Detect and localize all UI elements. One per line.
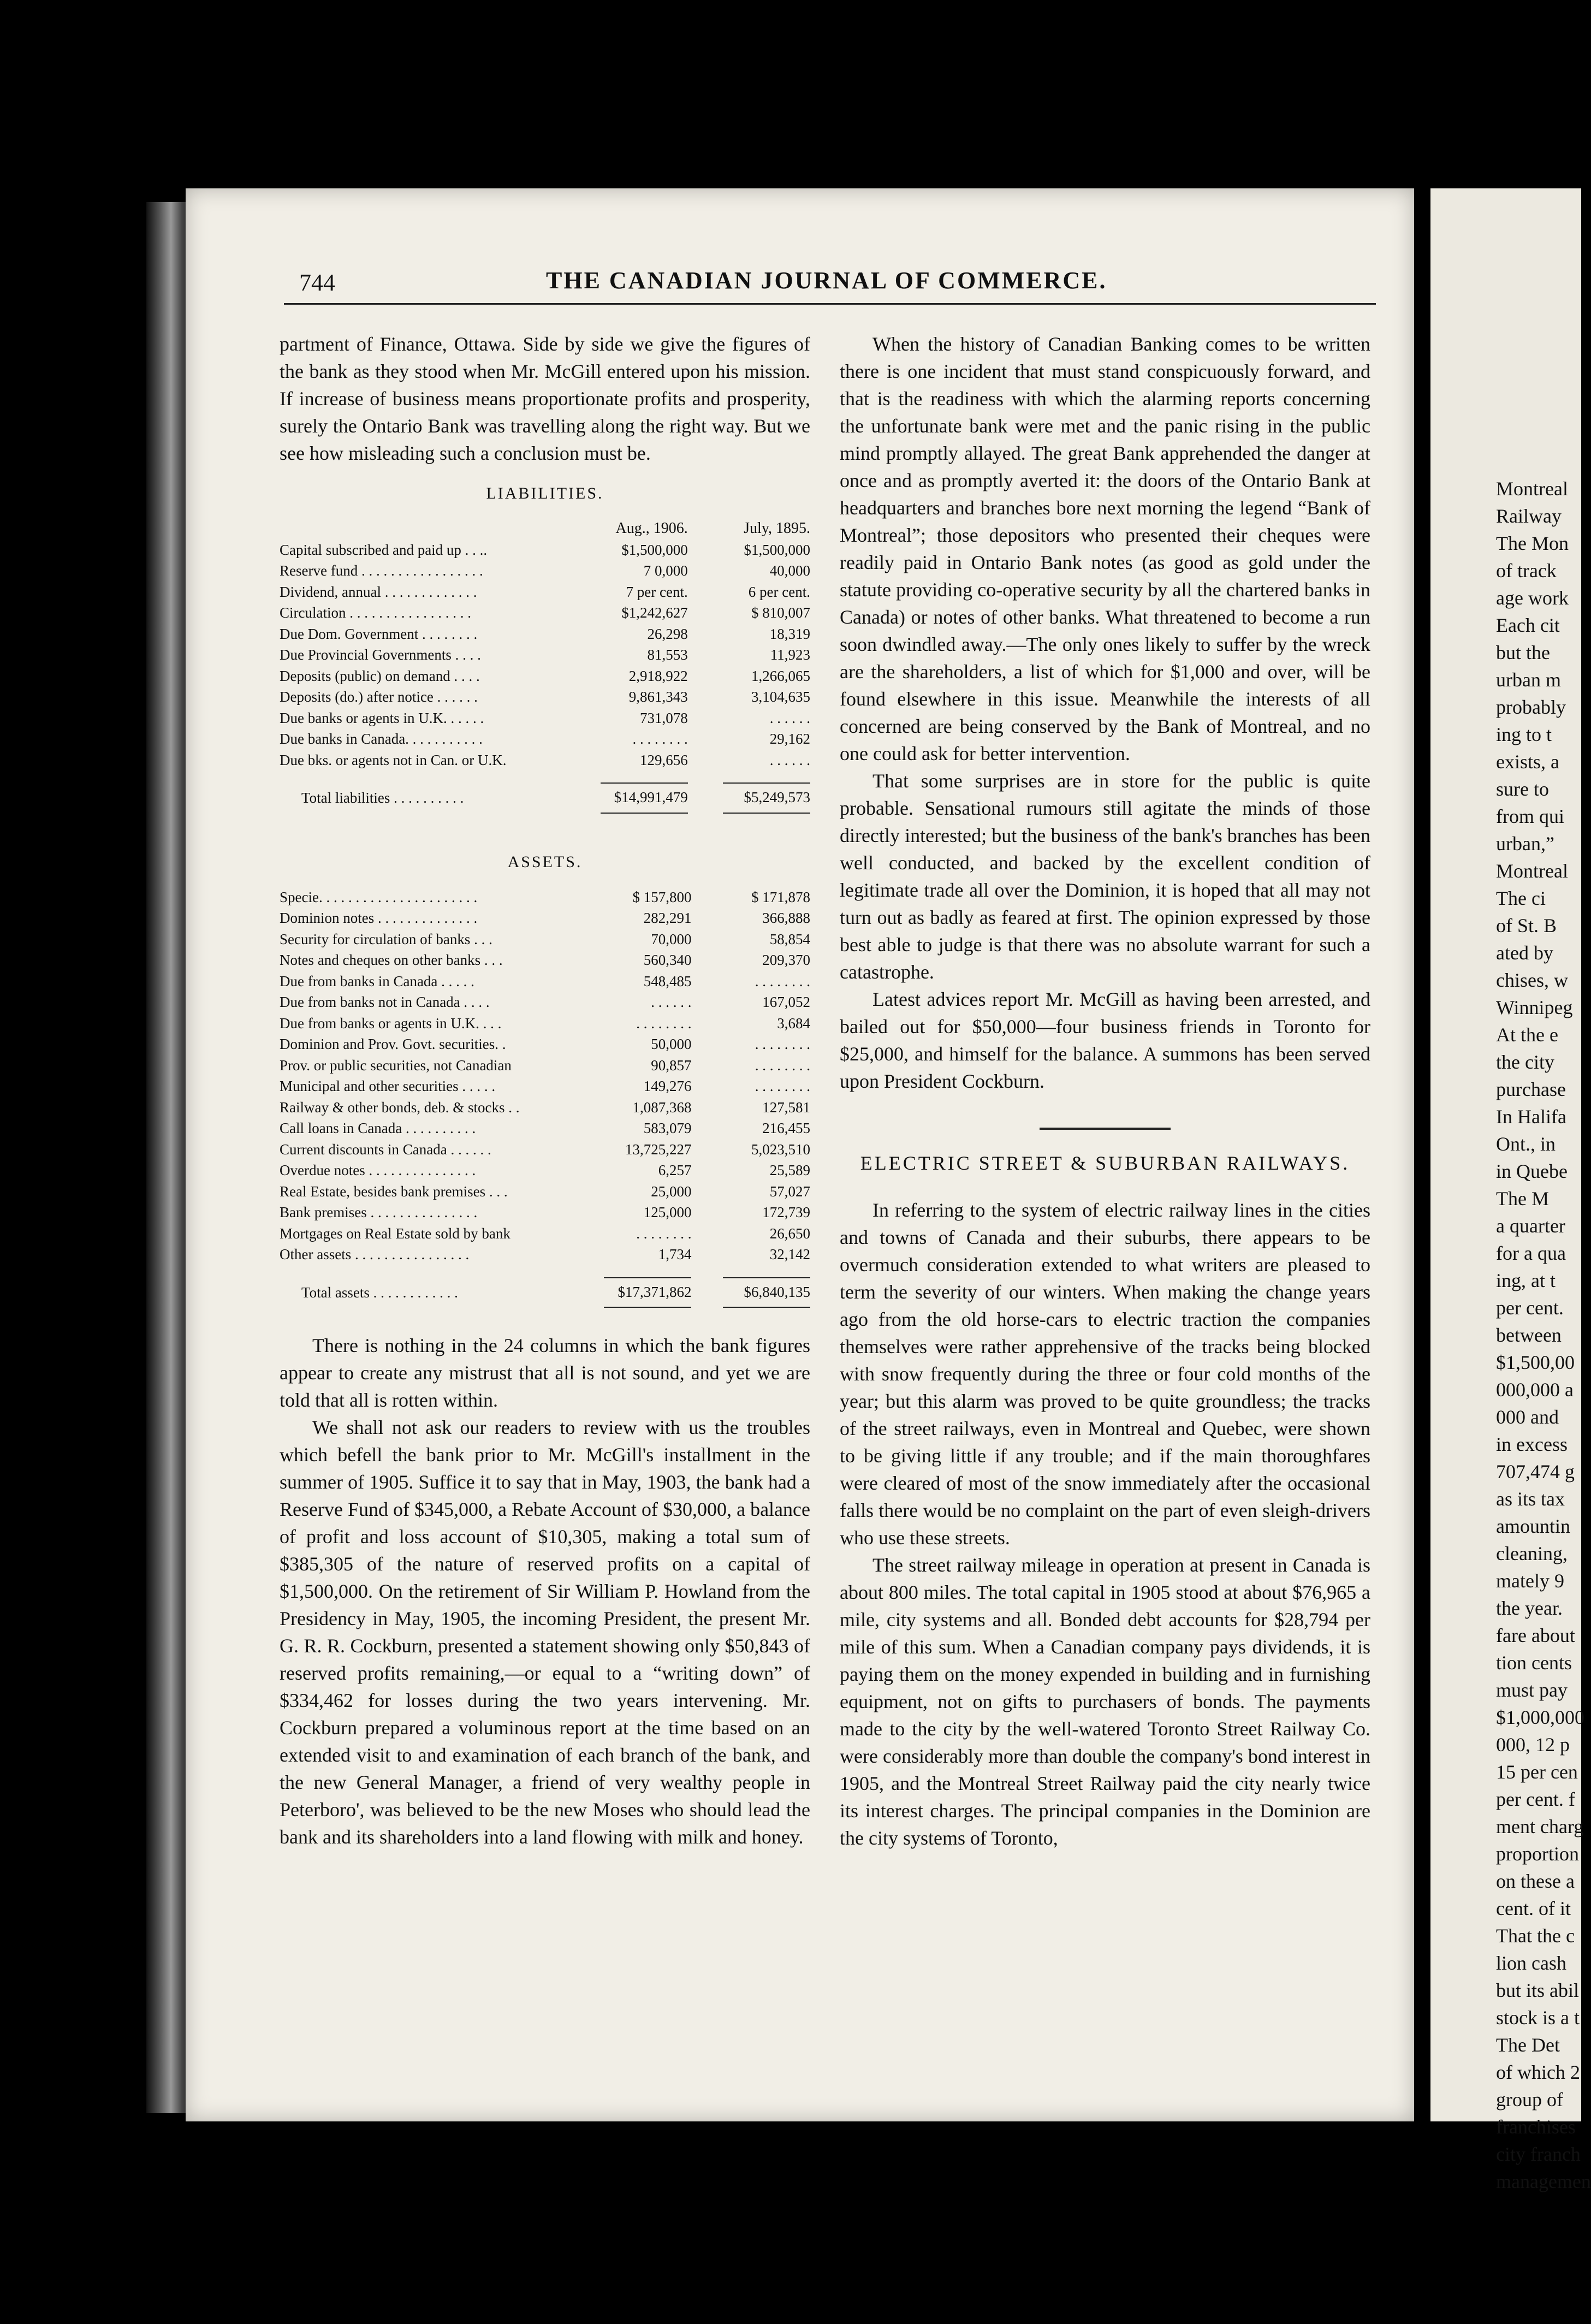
liabilities-row [280,582,810,603]
assets-title: ASSETS. [507,852,583,871]
assets-row [280,1244,810,1265]
assets-cell-label: Due from banks or agents in U.K. . . . [280,1015,502,1031]
header-rule [284,303,1376,305]
liabilities-cell-label: Due Provincial Governments . . . . [280,647,481,663]
assets-cell-b: . . . . . . . . [755,1036,810,1052]
assets-cell-label: Overdue notes . . . . . . . . . . . . . . . [280,1162,476,1178]
assets-total-row [280,1265,810,1313]
adjacent-page-line: from qui [1496,805,1564,827]
page-number: 744 [299,269,335,296]
assets-cell-a: 560,340 [643,952,692,968]
assets-cell-label: Mortgages on Real Estate sold by bank [280,1225,510,1242]
adjacent-page-line: stock is a t [1496,2007,1580,2029]
assets-cell-label: Due from banks not in Canada . . . . [280,994,490,1010]
adjacent-page-line: group of [1496,2089,1563,2110]
adjacent-page-line: chises, w [1496,969,1568,991]
left-paragraph-1: There is nothing in the 24 columns in which the bank figures appear to create any mistrust that all is not sound, and yet we are told that all is rotten within. [280,1335,810,1411]
liabilities-row [280,666,810,687]
intro-paragraph: partment of Finance, Ottawa. Side by side we give the figures of the bank as they stood when Mr. McGill entered upon his mission. If increase of business means proportionate profits and prosperity, surely the Ontario Bank was travelling along the right way. But we see how misleading such a conclusion must be. [280,333,810,464]
assets-cell-b: 209,370 [762,952,810,968]
liabilities-row [280,708,810,729]
liabilities-cell-label: Due Dom. Government . . . . . . . . [280,625,478,642]
assets-row [280,1013,810,1034]
liabilities-table [280,518,810,818]
assets-cell-a: 50,000 [651,1036,692,1052]
adjacent-page-line: on these a [1496,1870,1575,1892]
liabilities-row [280,686,810,708]
assets-cell-label: Due from banks in Canada . . . . . [280,973,474,989]
total-rule [601,782,688,784]
assets-cell-a: 125,000 [643,1204,692,1220]
right-paragraph-2: That some surprises are in store for the public is quite probable. Sensational rumours still agitate the minds of those directly interested; but the business of the bank's branches has been well conducted, and backed by the excellent condition of legitimate trade all over the Dominion, it is hoped that all may not turn out as badly as feared at first. The opinion expressed by those best able to judge is that there was no absolute warrant for such a catastrophe. [840,770,1370,983]
assets-cell-a: 13,725,227 [625,1141,692,1158]
assets-cell-label: Bank premises . . . . . . . . . . . . . . . [280,1204,478,1220]
left-column [280,330,810,1851]
adjacent-page-line: ment charg [1496,1816,1584,1837]
adjacent-page-line: 15 per cen [1496,1761,1578,1783]
liabilities-cell-b: $ 810,007 [751,604,810,621]
liabilities-cell-a: 731,078 [639,709,688,726]
liabilities-cell-b: 3,104,635 [751,689,810,705]
page-gutter [1414,188,1430,2121]
adjacent-page-line: between [1496,1324,1562,1346]
adjacent-page-line: in excess [1496,1433,1568,1455]
total-rule [604,1277,691,1278]
assets-cell-label: Security for circulation of banks . . . [280,930,492,947]
liabilities-row [280,728,810,750]
liabilities-total-label: Total liabilities . . . . . . . . . . [301,790,464,806]
right-column [840,330,1370,1852]
adjacent-page-line: ing, at t [1496,1270,1556,1291]
liabilities-title: LIABILITIES. [486,484,604,502]
adjacent-page-line: Each cit [1496,614,1560,636]
adjacent-page-line: managemen [1496,2171,1591,2192]
liabilities-total-row [280,770,810,818]
assets-cell-b: $ 171,878 [751,888,810,905]
adjacent-page-line: 000 and [1496,1406,1559,1428]
assets-cell-label: Specie. . . . . . . . . . . . . . . . . . . . . . [280,888,478,905]
liabilities-cell-label: Reserve fund . . . . . . . . . . . . . . . . . [280,562,483,579]
assets-row [280,1223,810,1244]
adjacent-page-line: the city [1496,1051,1554,1073]
assets-row [280,950,810,971]
assets-cell-a: 1,087,368 [632,1099,692,1116]
liabilities-cell-b: $1,500,000 [744,541,810,558]
liabilities-cell-label: Due bks. or agents not in Can. or U.K. [280,751,507,768]
adjacent-page-line: amountin [1496,1515,1570,1537]
adjacent-page-line: 000,000 a [1496,1379,1574,1401]
assets-cell-b: 25,589 [769,1162,810,1178]
liabilities-cell-a: $1,500,000 [621,541,688,558]
assets-cell-b: . . . . . . . . [755,1057,810,1074]
liabilities-header-row [280,518,810,540]
assets-cell-a: . . . . . . . . [636,1015,692,1031]
assets-row [280,1076,810,1097]
adjacent-page-line: of St. B [1496,915,1557,936]
adjacent-page-line: In Halifa [1496,1106,1566,1128]
liabilities-cell-label: Circulation . . . . . . . . . . . . . . . . . [280,604,471,621]
liabilities-row [280,560,810,582]
adjacent-page-line: fare about [1496,1625,1575,1646]
adjacent-page-line: 707,474 g [1496,1461,1575,1483]
adjacent-page-line: for a qua [1496,1242,1566,1264]
liabilities-cell-a: 2,918,922 [628,667,688,684]
liabilities-cell-a: $1,242,627 [621,604,688,621]
assets-row [280,1097,810,1118]
liabilities-cell-b: 40,000 [769,562,810,579]
adjacent-page-line: the year. [1496,1597,1563,1619]
liabilities-total-b [688,770,810,818]
right-paragraph-5: The street railway mileage in operation at present in Canada is about 800 miles. The total capital in 1905 stood at about $76,965 a mile, city systems and all. Bonded debt accounts for $28,794 per mile of this sum. When a Canadian company pays dividends, it is paying them on the money expended in building and in furnishing equipment, not on gifts to purchasers of bonds. The payments made to the city by the well-watered Toronto Street Railway Co. were considerably more than double the company's bond interest in 1905, and the Montreal Street Railway paid the city nearly twice its interest charges. The principal companies in the Dominion are the city systems of Toronto, [840,1554,1370,1849]
adjacent-page-line: Winnipeg [1496,997,1573,1018]
liabilities-cell-b: 18,319 [769,625,810,642]
assets-cell-b: 172,739 [762,1204,810,1220]
total-rule [601,813,688,814]
assets-row [280,1118,810,1139]
adjacent-page-line: exists, a [1496,751,1559,773]
assets-cell-a: $ 157,800 [632,888,692,905]
liabilities-cell-a: . . . . . . . . [632,731,688,747]
liabilities-cell-label: Due banks or agents in U.K. . . . . . [280,709,484,726]
assets-cell-b: . . . . . . . . [755,1078,810,1094]
assets-table [280,887,810,1313]
adjacent-page-line: of track [1496,560,1557,582]
assets-cell-label: Municipal and other securities . . . . . [280,1078,496,1094]
liabilities-cell-b: . . . . . . [769,709,810,726]
assets-row [280,908,810,929]
liabilities-cell-label: Due banks in Canada. . . . . . . . . . . [280,731,483,747]
assets-cell-a: 25,000 [651,1183,692,1200]
assets-cell-a: 548,485 [643,973,692,989]
assets-row [280,1181,810,1202]
assets-cell-b: 3,684 [777,1015,810,1031]
adjacent-page-line: urban,” [1496,833,1554,855]
adjacent-page-line: urban m [1496,669,1561,691]
book-spine [146,202,191,2113]
assets-cell-b: 57,027 [769,1183,810,1200]
assets-cell-label: Other assets . . . . . . . . . . . . . . . . [280,1246,470,1262]
adjacent-page-line: ated by [1496,942,1553,964]
liabilities-cell-label: Deposits (public) on demand . . . . [280,667,480,684]
adjacent-page-line: per cent. [1496,1297,1564,1319]
liabilities-cell-b: 11,923 [770,647,810,663]
adjacent-page-line: lion cash [1496,1952,1566,1974]
liabilities-cell-b: . . . . . . [769,751,810,768]
assets-cell-b: 216,455 [762,1120,810,1136]
liabilities-cell-label: Dividend, annual . . . . . . . . . . . . . [280,583,477,600]
adjacent-page-line: cent. of it [1496,1898,1571,1919]
adjacent-page-line: $1,500,00 [1496,1351,1575,1373]
liabilities-cell-b: 6 per cent. [748,583,810,600]
adjacent-page-line: The ci [1496,887,1546,909]
liabilities-cell-a: 81,553 [647,647,688,663]
assets-cell-b: 5,023,510 [751,1141,810,1158]
liabilities-cell-a: 26,298 [647,625,688,642]
assets-cell-a: 70,000 [651,930,692,947]
adjacent-page-line: $1,000,000 [1496,1706,1584,1728]
assets-row [280,887,810,908]
adjacent-page-line: but the [1496,642,1550,663]
adjacent-page-line: franchises [1496,2116,1576,2138]
liabilities-row [280,624,810,645]
assets-row [280,1139,810,1160]
total-rule [723,813,810,814]
assets-cell-b: 167,052 [762,994,810,1010]
assets-cell-label: Current discounts in Canada . . . . . . [280,1141,491,1158]
adjacent-page-line: Railway [1496,505,1562,527]
liabilities-row [280,750,810,771]
adjacent-page-line: At the e [1496,1024,1558,1046]
assets-total-a [573,1265,692,1313]
right-paragraph-4: In referring to the system of electric railway lines in the cities and towns of Canada and their suburbs, there appears to be overmuch consideration extended to what writers are pleased to term the severity of our winters. When making the change years ago from the old horse-cars to electric traction the companies themselves were rather apprehensive of the tracks being blocked with snow frequently during the three or four cold months of the year; but this alarm was proved to be quite groundless; the tracks of the street railways, even in Montreal and Quebec, were shown to be giving little if any trouble; and if the main thoroughfares were cleared of most of the snow immediately after the occasional falls there would be no complaint on the part of even sleigh-drivers who use these streets. [840,1199,1370,1549]
adjacent-page-line: Montreal [1496,860,1568,882]
adjacent-page-line: but its abil [1496,1979,1579,2001]
assets-cell-a: 282,291 [643,910,692,926]
liabilities-cell-b: 1,266,065 [751,667,810,684]
right-paragraph-3: Latest advices report Mr. McGill as having been arrested, and bailed out for $50,000—four business friends in Toronto for $25,000, and himself for the balance. A summons has been served upon President Cockburn. [840,988,1370,1092]
adjacent-page-line: Montreal [1496,478,1568,500]
adjacent-page-line: tion cents [1496,1652,1572,1674]
assets-cell-b: 32,142 [769,1246,810,1262]
adjacent-page-line: of which 2 [1496,2061,1580,2083]
assets-total-label [280,1265,573,1313]
assets-cell-label: Call loans in Canada . . . . . . . . . . [280,1120,476,1136]
assets-cell-a: . . . . . . [651,994,692,1010]
assets-cell-label: Real Estate, besides bank premises . . . [280,1183,508,1200]
total-rule [723,782,810,784]
total-rule [723,1277,810,1278]
adjacent-page-line: age work [1496,587,1569,609]
adjacent-page-line: must pay [1496,1679,1568,1701]
adjacent-page-line: ing to t [1496,724,1552,745]
assets-cell-a: . . . . . . . . [636,1225,692,1242]
assets-total-label: Total assets . . . . . . . . . . . . [301,1284,458,1301]
liabilities-cell-label: Deposits (do.) after notice . . . . . . [280,689,478,705]
article-headline: ELECTRIC STREET & SUBURBAN RAILWAYS. [860,1152,1350,1174]
liabilities-cell-label: Capital subscribed and paid up . . .. [280,541,488,558]
right-paragraph-1: When the history of Canadian Banking comes to be written there is one incident that must stand conspicuously forward, and that is the readiness with which the alarming reports concerning the unfortunate bank were met and the panic rising in the public mind promptly allayed. The great Bank apprehended the danger at once and as promptly averted it: the doors of the Ontario Bank at headquarters and branches bore next morning the legend “Bank of Montreal”; those depositors who presented their cheques were readily paid in Ontario Bank notes (as good as gold under the statute providing co-operative security by all the chartered banks in Canada) or notes of other banks. What threatened to become a run soon dwindled away.—The only ones likely to suffer by the wreck are the shareholders, a list of which for $1,000 and over, will be found elsewhere in this issue. Meanwhile the interests of all concerned are being conserved by the Bank of Montreal, and no one could ask for better intervention. [840,333,1370,764]
assets-row [280,992,810,1013]
adjacent-page-line: city franch [1496,2143,1581,2165]
liabilities-row [280,602,810,624]
assets-cell-b: 127,581 [762,1099,810,1116]
liabilities-total-a [565,770,687,818]
adjacent-page-line: sure to [1496,778,1549,800]
adjacent-page-fragment [1430,188,1591,2192]
assets-cell-a: 1,734 [658,1246,692,1262]
adjacent-page-line: The Mon [1496,532,1569,554]
assets-total-value: $17,371,862 [618,1283,692,1300]
assets-total-b [691,1265,810,1313]
assets-cell-b: 26,650 [769,1225,810,1242]
adjacent-page-line: That the c [1496,1925,1575,1947]
adjacent-page-line: as its tax [1496,1488,1565,1510]
assets-row [280,929,810,950]
adjacent-page-line: proportion [1496,1843,1579,1865]
adjacent-page-line: Ont., in [1496,1133,1556,1155]
liabilities-total-value: $14,991,479 [614,789,688,805]
assets-row [280,1202,810,1223]
adjacent-page-line: a quarter [1496,1215,1565,1237]
left-paragraph-2: We shall not ask our readers to review with us the troubles which befell the bank prior to Mr. McGill's installment in the summer of 1905. Suffice it to say that in May, 1903, the bank had a Reserve Fund of $345,000, a Rebate Account of $30,000, a balance of profit and loss account of $10,305, making a total sum of $385,305 of the nature of reserved profits on a capital of $1,500,000. On the retirement of Sir William P. Howland from the Presidency in May, 1905, the incoming President, the present Mr. G. R. R. Cockburn, presented a statement showing only $50,843 of reserved profits remaining,—or equal to a “writing down” of $334,462 for losses during the two years intervening. Mr. Cockburn prepared a voluminous report at the time based on an extended visit to and examination of each branch of the bank, and the new General Manager, a friend of very wealthy people in Peterboro', was believed to be the new Moses who should lead the bank and its shareholders into a land flowing with milk and honey. [280,1416,810,1848]
assets-cell-label: Dominion and Prov. Govt. securities. . [280,1036,506,1052]
assets-cell-b: 58,854 [769,930,810,947]
assets-row [280,1055,810,1076]
section-divider [1040,1128,1171,1130]
assets-cell-b: . . . . . . . . [755,973,810,989]
col-header-1895: July, 1895. [744,520,810,537]
adjacent-page-line: in Quebe [1496,1160,1568,1182]
assets-cell-a: 583,079 [643,1120,692,1136]
liabilities-row [280,540,810,561]
total-rule [604,1307,691,1308]
assets-cell-label: Dominion notes . . . . . . . . . . . . . . [280,910,478,926]
liabilities-row [280,644,810,666]
col-header-1906: Aug., 1906. [615,520,688,537]
adjacent-page-line: mately 9 [1496,1570,1564,1592]
liabilities-cell-a: 7 per cent. [626,583,688,600]
assets-cell-a: 149,276 [643,1078,692,1094]
liabilities-cell-a: 9,861,343 [628,689,688,705]
assets-cell-label: Railway & other bonds, deb. & stocks . . [280,1099,520,1116]
assets-cell-a: 6,257 [658,1162,692,1178]
total-rule [723,1307,810,1308]
assets-total-value: $6,840,135 [744,1283,810,1300]
adjacent-page-line: The Det [1496,2034,1560,2056]
assets-row [280,971,810,992]
liabilities-total-label [280,770,565,818]
adjacent-page-line: purchase [1496,1078,1566,1100]
liabilities-cell-a: 129,656 [639,751,688,768]
journal-title: THE CANADIAN JOURNAL OF COMMERCE. [546,267,1107,294]
liabilities-cell-b: 29,162 [769,731,810,747]
liabilities-cell-a: 7 0,000 [643,562,688,579]
liabilities-total-value: $5,249,573 [744,789,810,805]
assets-cell-label: Prov. or public securities, not Canadian [280,1057,512,1074]
adjacent-page-line: per cent. f [1496,1788,1575,1810]
adjacent-page-line: cleaning, [1496,1543,1568,1564]
adjacent-page-line: The M [1496,1188,1549,1210]
adjacent-page-line: 000, 12 p [1496,1734,1570,1756]
assets-row [280,1034,810,1055]
assets-cell-b: 366,888 [762,910,810,926]
assets-cell-a: 90,857 [651,1057,692,1074]
adjacent-page-line: probably [1496,696,1566,718]
assets-row [280,1160,810,1181]
assets-cell-label: Notes and cheques on other banks . . . [280,952,503,968]
